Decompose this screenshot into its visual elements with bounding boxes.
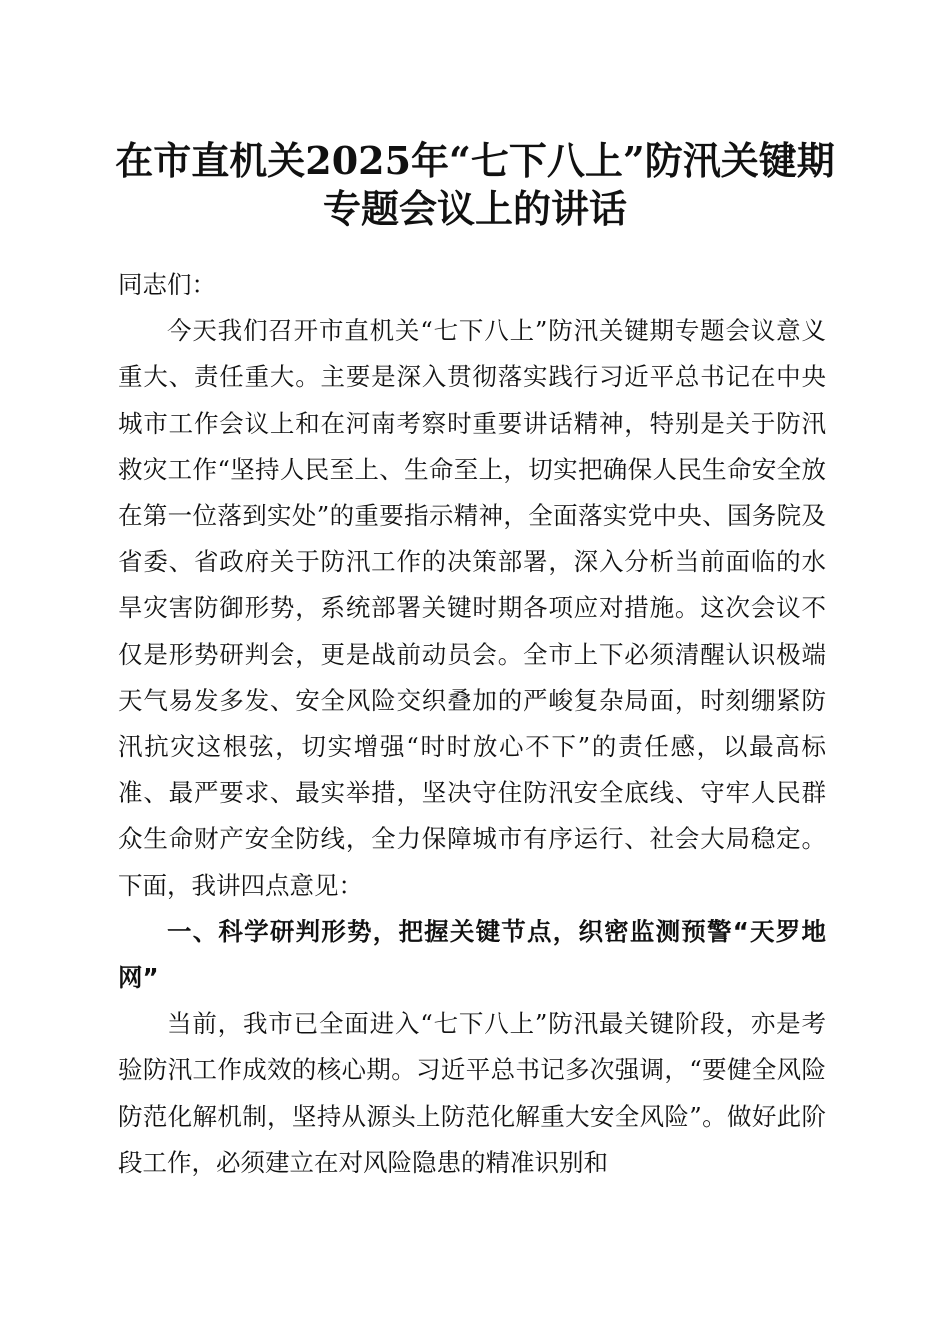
document-title-line-2: 专题会议上的讲话: [322, 186, 627, 231]
paragraph-section-1: 当前，我市已全面进入“七下八上”防汛最关键阶段，亦是考验防汛工作成效的核心期。习近平总书记多次强调，“要健全风险防范化解机制，坚持从源头上防范化解重大安全风险”。做好此阶段工作，必须建立在对风险隐患的精准识别和: [118, 1009, 826, 1177]
paragraph-opening: 今天我们召开市直机关“七下八上”防汛关键期专题会议意义重大、责任重大。主要是深入贯彻落实践行习近平总书记在中央城市工作会议上和在河南考察时重要讲话精神，特别是关于防汛救灾工作“坚持人民至上、生命至上，切实把确保人民生命安全放在第一位落到实处”的重要指示精神，全面落实党中央、国务院及省委、省政府关于防汛工作的决策部署，深入分析当前面临的水旱灾害防御形势，系统部署关键时期各项应对措施。这次会议不仅是形势研判会，更是战前动员会。全市上下必须清醒认识极端天气易发多发、安全风险交织叠加的严峻复杂局面，时刻绷紧防汛抗灾这根弦，切实增强“时时放心不下”的责任感，以最高标准、最严要求、最实举措，坚决守住防汛安全底线、守牢人民群众生命财产安全防线，全力保障城市有序运行、社会大局稳定。下面，我讲四点意见：: [118, 316, 826, 900]
document-title-line-1: 在市直机关2025年“七下八上”防汛关键期: [115, 138, 835, 183]
salutation: 同志们：: [118, 270, 216, 299]
section-heading-1: 一、科学研判形势，把握关键节点，织密监测预警“天罗地网”: [118, 916, 826, 993]
document-body: [118, 262, 826, 1186]
